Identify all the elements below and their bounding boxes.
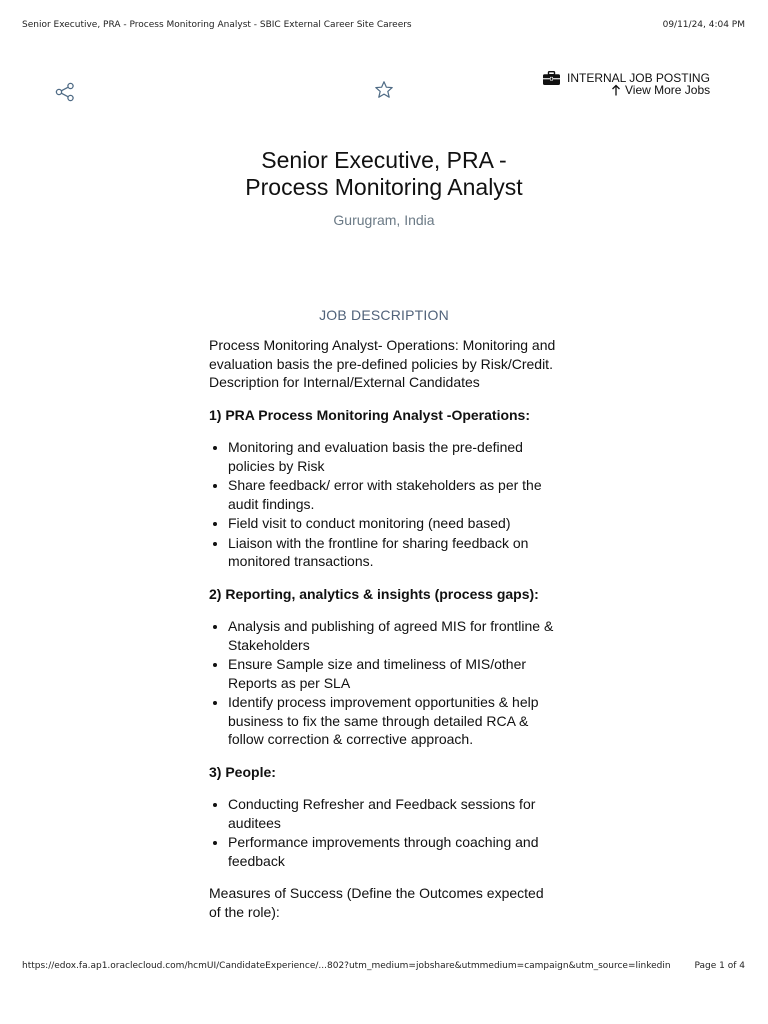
measures-of-success: Measures of Success (Define the Outcomes expected of the role):	[209, 885, 544, 920]
job-title-line2: Process Monitoring Analyst	[245, 174, 523, 200]
job-title-line1: Senior Executive, PRA -	[261, 147, 507, 173]
star-icon[interactable]	[374, 80, 394, 100]
job-location: Gurugram, India	[333, 212, 435, 228]
list-item: • Ensure Sample size and timeliness of MIS/other Reports as per SLA	[228, 655, 559, 692]
print-datetime: 09/11/24, 4:04 PM	[662, 20, 745, 30]
job-description-heading: JOB DESCRIPTION	[319, 307, 449, 323]
briefcase-icon	[543, 71, 560, 85]
list-item: • Analysis and publishing of agreed MIS for frontline & Stakeholders	[228, 617, 559, 654]
section1-list	[209, 438, 559, 571]
list-item: • Field visit to conduct monitoring (need based)	[228, 514, 559, 533]
section1-heading: 1) PRA Process Monitoring Analyst -Operations:	[209, 406, 531, 423]
intro-paragraph: Process Monitoring Analyst- Operations: Monitoring and evaluation basis the pre-defined policies by Risk/Credit.	[209, 337, 556, 372]
list-item: • Performance improvements through coaching and feedback	[228, 833, 559, 870]
view-more-label: View More Jobs	[625, 83, 711, 97]
intro-candidates: Description for Internal/External Candidates	[209, 374, 480, 390]
posting-label: INTERNAL JOB POSTING	[567, 71, 710, 85]
section3-list	[209, 795, 559, 870]
list-item: • Identify process improvement opportunities & help business to fix the same through detailed RCA & follow correction & corrective approach.	[228, 693, 559, 749]
list-item: • Share feedback/ error with stakeholders as per the audit findings.	[228, 476, 559, 513]
job-title	[0, 147, 768, 201]
share-icon[interactable]	[55, 82, 75, 102]
job-description-body	[209, 336, 559, 921]
view-more-jobs-link[interactable]	[611, 83, 710, 97]
list-item: • Conducting Refresher and Feedback sessions for auditees	[228, 795, 559, 832]
print-footer	[22, 961, 745, 971]
section2-list	[209, 617, 559, 749]
arrow-up-icon	[611, 84, 621, 96]
list-item: • Monitoring and evaluation basis the pre-defined policies by Risk	[228, 438, 559, 475]
print-url: https://edox.fa.ap1.oraclecloud.com/hcmUI/CandidateExperience/...802?utm_medium=jobshare&utmmedium=campaign&utm_source=linkedin	[22, 961, 671, 971]
print-header	[22, 20, 745, 30]
print-page-title: Senior Executive, PRA - Process Monitoring Analyst - SBIC External Career Site Careers	[22, 20, 412, 30]
section2-heading: 2) Reporting, analytics & insights (process gaps):	[209, 585, 539, 602]
print-page-number: Page 1 of 4	[694, 961, 745, 971]
list-item: • Liaison with the frontline for sharing feedback on monitored transactions.	[228, 534, 559, 571]
section3-heading: 3) People:	[209, 763, 276, 780]
